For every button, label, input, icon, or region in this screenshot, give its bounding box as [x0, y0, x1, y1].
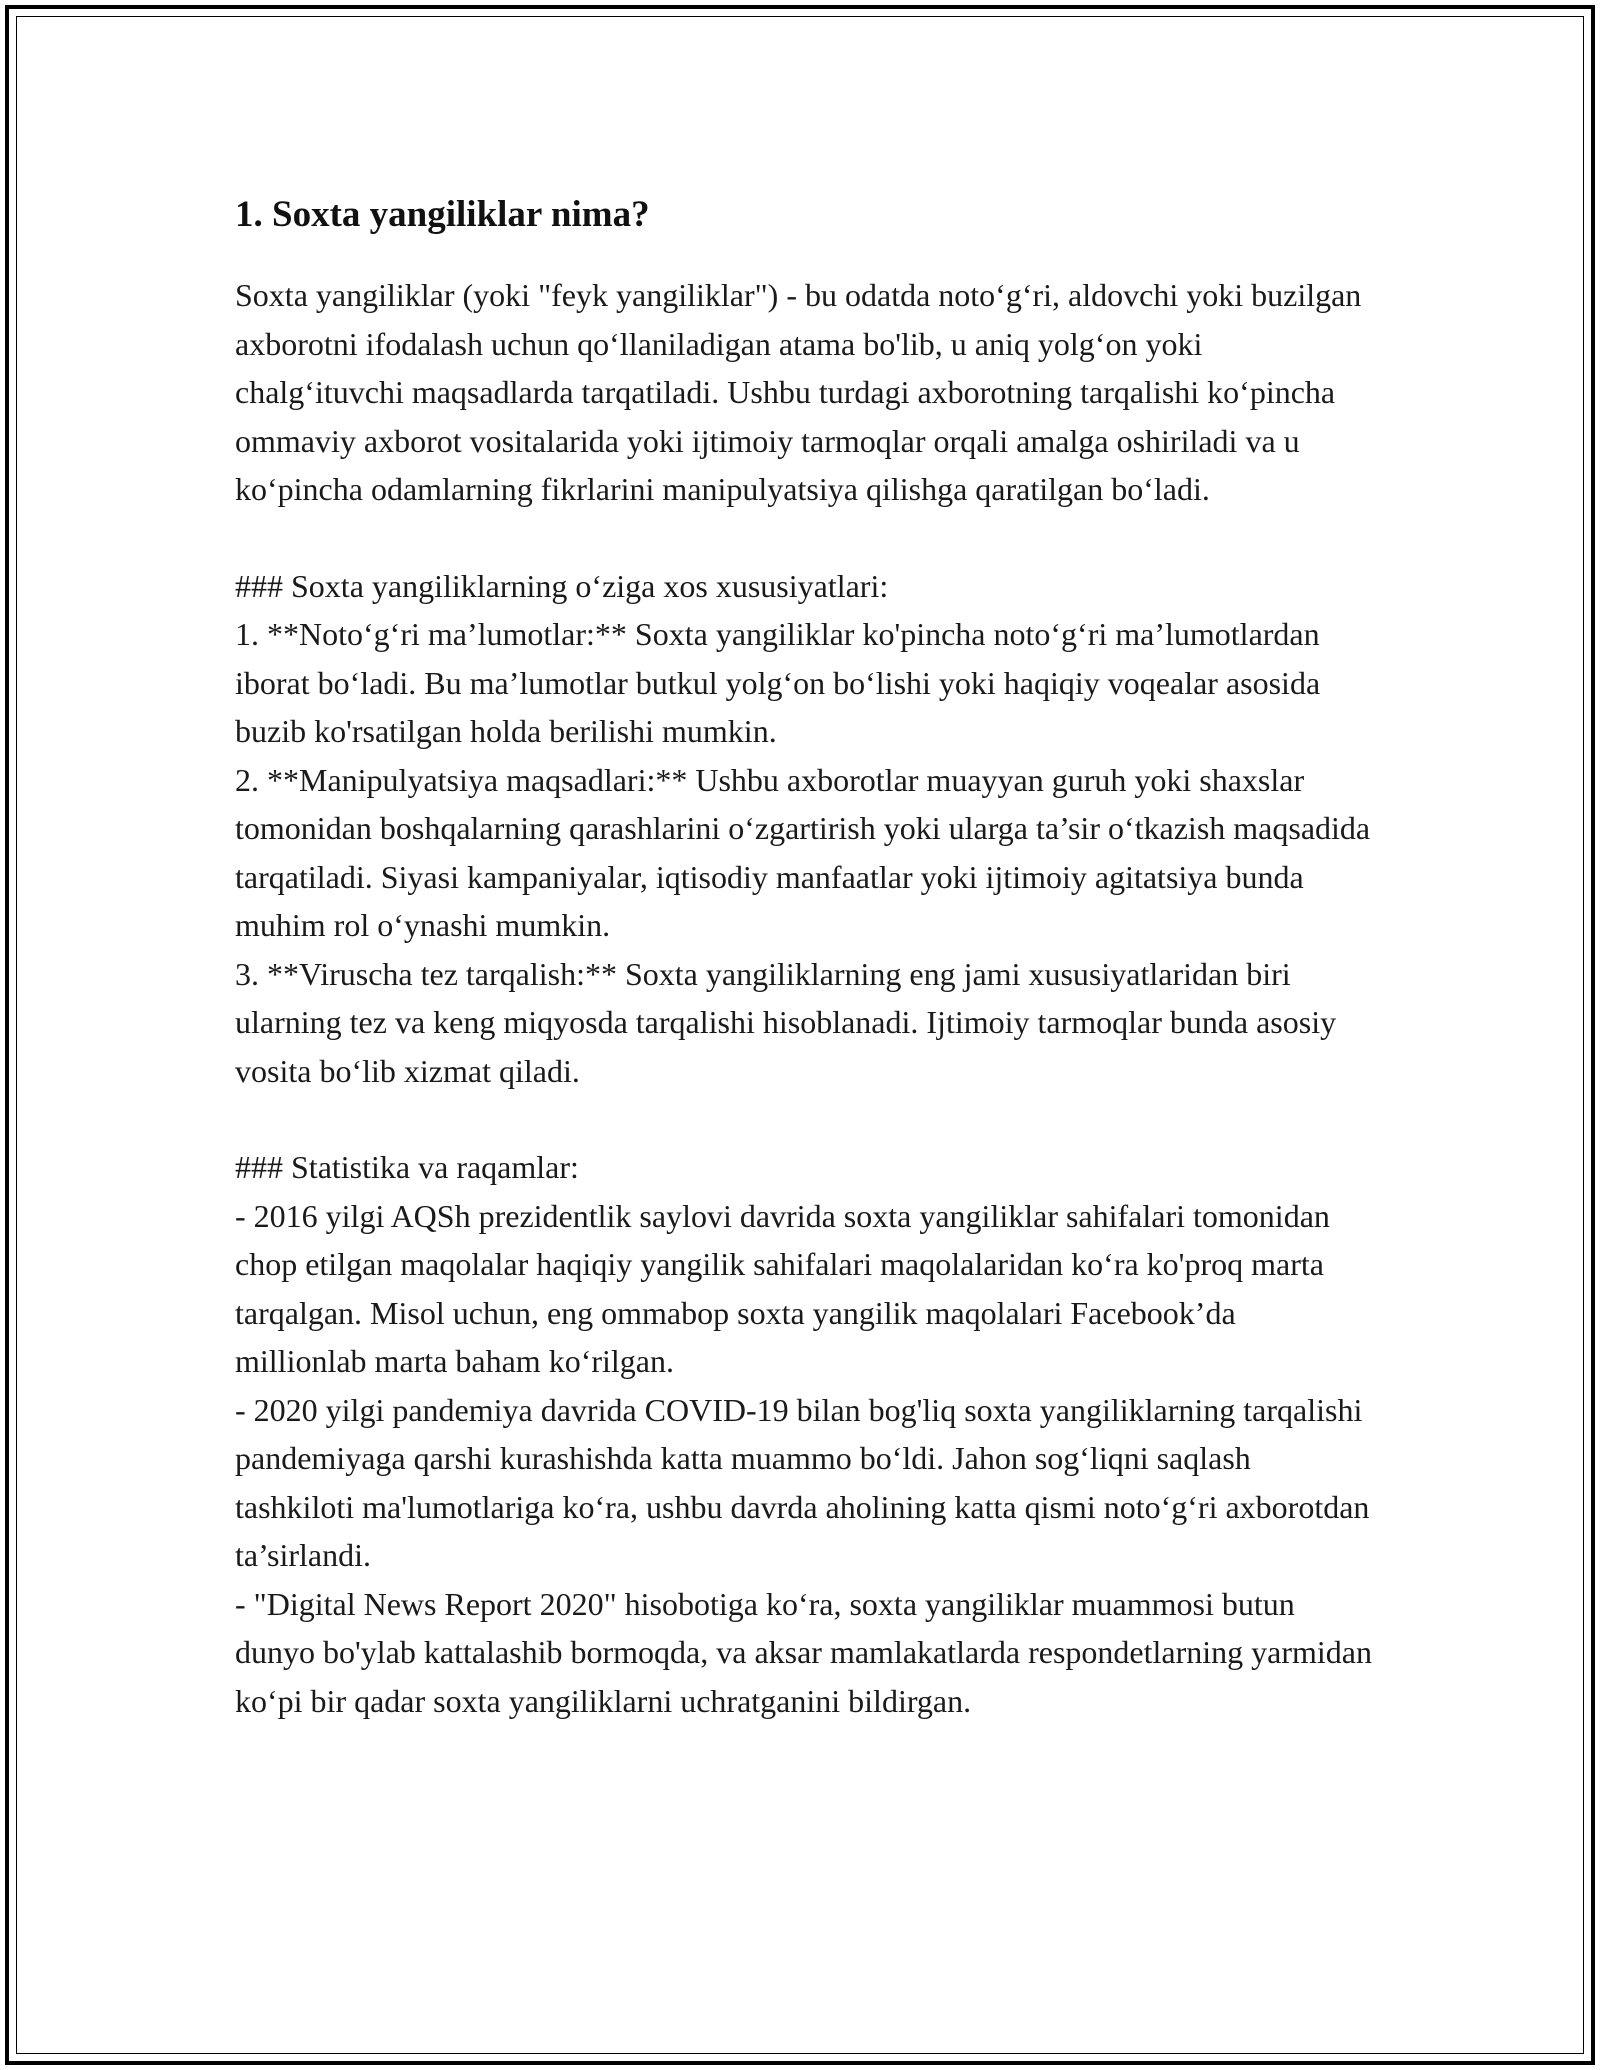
stats-section — [235, 1143, 1375, 1725]
feature-item-2: 2. **Manipulyatsiya maqsadlari:** Ushbu axborotlar muayyan guruh yoki shaxslar tomonidan boshqalarning qarashlarini o‘zgartirish yoki ularga ta’sir o‘tkazish maqsadida tarqatiladi. Siyasi kampaniyalar, iqtisodiy manfaatlar yoki ijtimoiy agitatsiya bunda muhim rol o‘ynashi mumkin. — [235, 761, 1371, 943]
stats-item-2: - 2020 yilgi pandemiya davrida COVID-19 bilan bog'liq soxta yangiliklarning tarqalishi pandemiyaga qarshi kurashishda katta muammo bo‘ldi. Jahon sog‘liqni saqlash tashkiloti ma'lumotlariga ko‘ra, ushbu davrda aholining katta qismi noto‘g‘ri axborotdan ta’sirlandi. — [235, 1391, 1370, 1573]
stats-item-1: - 2016 yilgi AQSh prezidentlik saylovi davrida soxta yangiliklar sahifalari tomonidan chop etilgan maqolalar haqiqiy yangilik sahifalari maqolalaridan ko‘ra ko'proq marta tarqalgan. Misol uchun, eng ommabop soxta yangilik maqolalari Facebook’da millionlab marta baham ko‘rilgan. — [235, 1197, 1330, 1379]
features-heading: ### Soxta yangiliklarning o‘ziga xos xususiyatlari: — [235, 567, 889, 604]
stats-heading: ### Statistika va raqamlar: — [235, 1149, 579, 1185]
intro-paragraph: Soxta yangiliklar (yoki "feyk yangiliklar") - bu odatda noto‘g‘ri, aldovchi yoki buzilgan axborotni ifodalash uchun qo‘llaniladigan atama bo'lib, u aniq yolg‘on yoki chalg‘ituvchi maqsadlarda tarqatiladi. Ushbu turdagi axborotning tarqalishi ko‘pincha ommaviy axborot vositalarida yoki ijtimoiy tarmoqlar orqali amalga oshiriladi va u ko‘pincha odamlarning fikrlarini manipulyatsiya qilishga qaratilgan bo‘ladi. — [235, 277, 1362, 507]
document-body — [235, 185, 1375, 1725]
feature-item-3: 3. **Viruscha tez tarqalish:** Soxta yangiliklarning eng jami xususiyatlaridan biri ularning tez va keng miqyosda tarqalishi hisoblanadi. Ijtimoiy tarmoqlar bunda asosiy vosita bo‘lib xizmat qiladi. — [235, 955, 1337, 1089]
page-title: 1. Soxta yangiliklar nima? — [235, 194, 650, 235]
stats-item-3: - "Digital News Report 2020" hisobotiga ko‘ra, soxta yangiliklar muammosi butun dunyo bo'ylab kattalashib bormoqda, va aksar mamlakatlarda respondetlarning yarmidan ko‘pi bir qadar soxta yangiliklarni uchratganini bildirgan. — [235, 1585, 1372, 1719]
features-section — [235, 562, 1375, 1096]
feature-item-1: 1. **Noto‘g‘ri ma’lumotlar:** Soxta yangiliklar ko'pincha noto‘g‘ri ma’lumotlardan iborat bo‘ladi. Bu ma’lumotlar butkul yolg‘on bo‘lishi yoki haqiqiy voqealar asosida buzib ko'rsatilgan holda berilishi mumkin. — [235, 616, 1321, 749]
